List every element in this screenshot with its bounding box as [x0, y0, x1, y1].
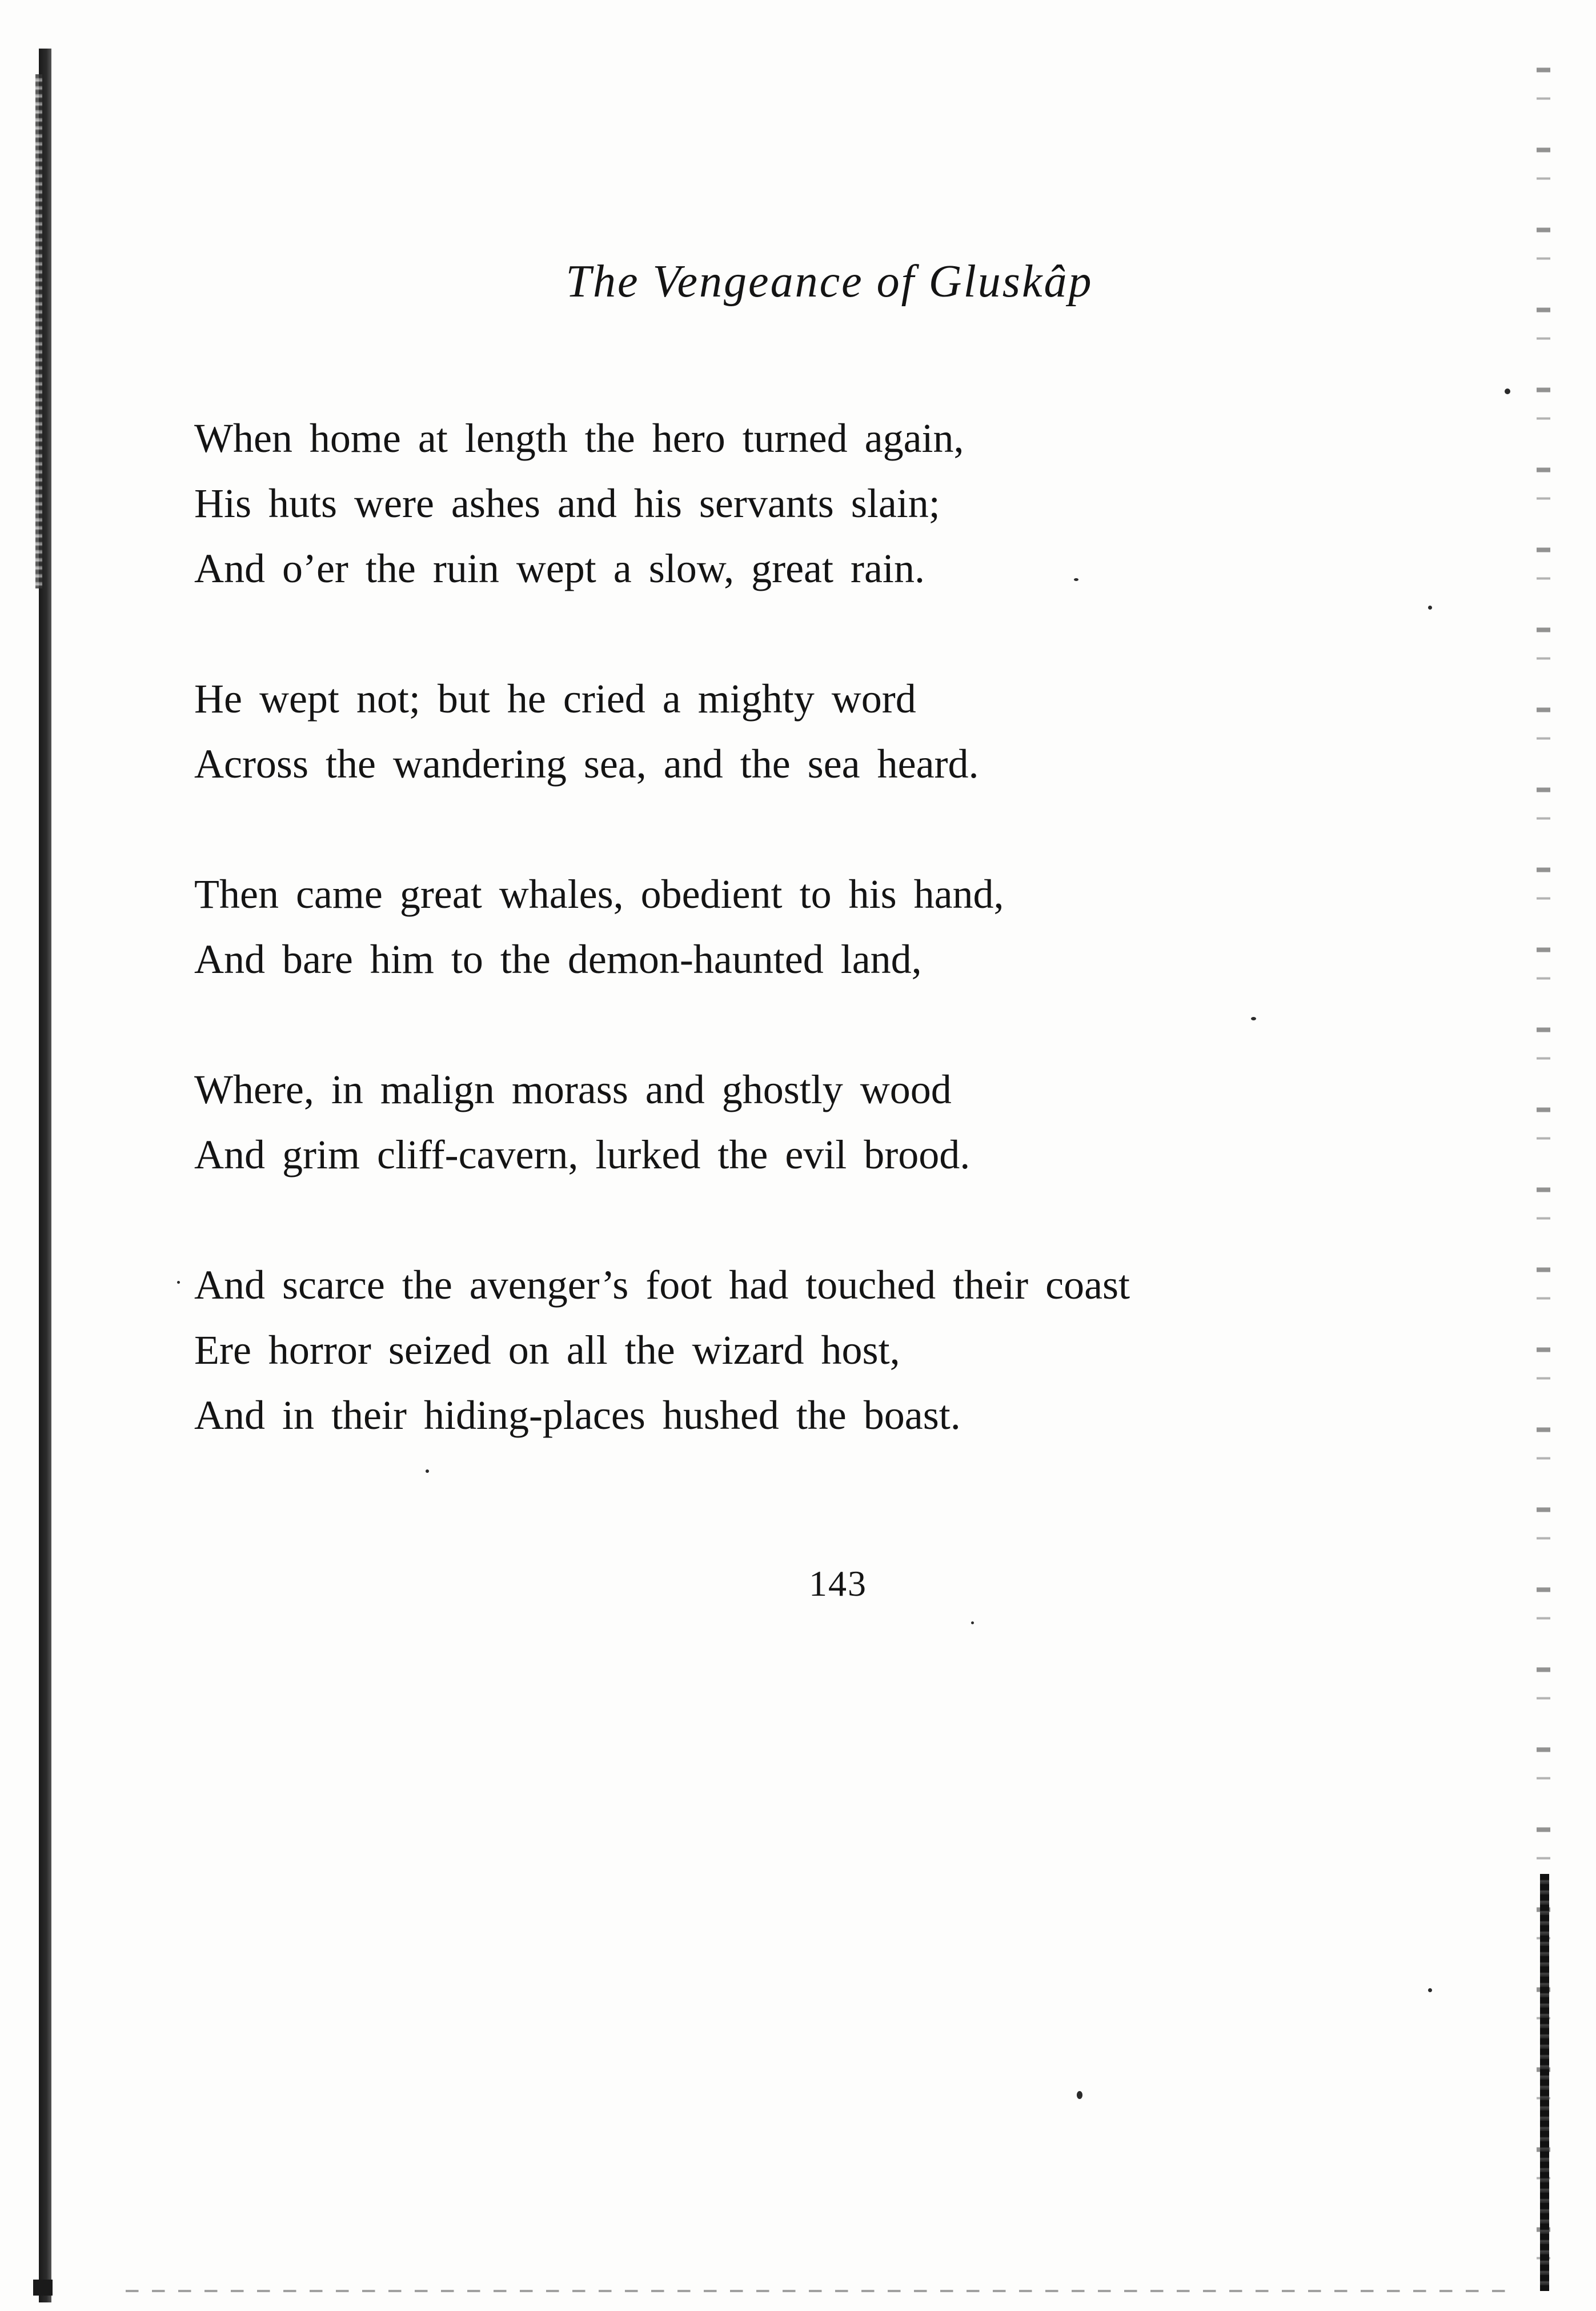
- page-number: [0, 1563, 1596, 1605]
- binding-edge-fray: [35, 74, 42, 588]
- poem-line: And in their hiding-places hushed the boast.: [194, 1392, 961, 1438]
- stanza: [194, 1252, 1508, 1448]
- page-number-text: 143: [809, 1563, 867, 1604]
- poem-line: He wept not; but he cried a mighty word: [194, 676, 916, 722]
- poem-line: When home at length the hero turned again,: [194, 415, 964, 461]
- poem-line: And scarce the avenger’s foot had touched their coast: [194, 1262, 1130, 1308]
- poem-line: And bare him to the demon-haunted land,: [194, 936, 922, 982]
- page-edge-right-shadow: [1540, 1874, 1549, 2291]
- running-head: [0, 256, 1596, 308]
- page-edge-bottom: [126, 2290, 1508, 2292]
- poem-line: His huts were ashes and his servants slain;: [194, 480, 940, 526]
- stanza: [194, 406, 1508, 601]
- scan-speck: [1505, 388, 1510, 394]
- poem: [194, 406, 1508, 1513]
- stanza: [194, 1057, 1508, 1187]
- stanza: [194, 666, 1508, 796]
- poem-line: Ere horror seized on all the wizard host,: [194, 1327, 900, 1373]
- scan-speck: [1428, 1988, 1432, 1992]
- binding-edge-foot: [33, 2280, 53, 2296]
- poem-line: Across the wandering sea, and the sea heard.: [194, 741, 979, 787]
- running-head-text: The Vengeance of Gluskâp: [566, 257, 1093, 307]
- scan-speck: [971, 1621, 974, 1624]
- poem-line: And o’er the ruin wept a slow, great rain.: [194, 546, 925, 591]
- scan-speck: [1077, 2091, 1082, 2099]
- poem-line: And grim cliff-cavern, lurked the evil brood.: [194, 1132, 971, 1177]
- poem-line: Then came great whales, obedient to his hand,: [194, 871, 1004, 917]
- stanza: [194, 862, 1508, 992]
- scan-speck: [177, 1281, 180, 1284]
- poem-line: Where, in malign morass and ghostly wood: [194, 1067, 952, 1112]
